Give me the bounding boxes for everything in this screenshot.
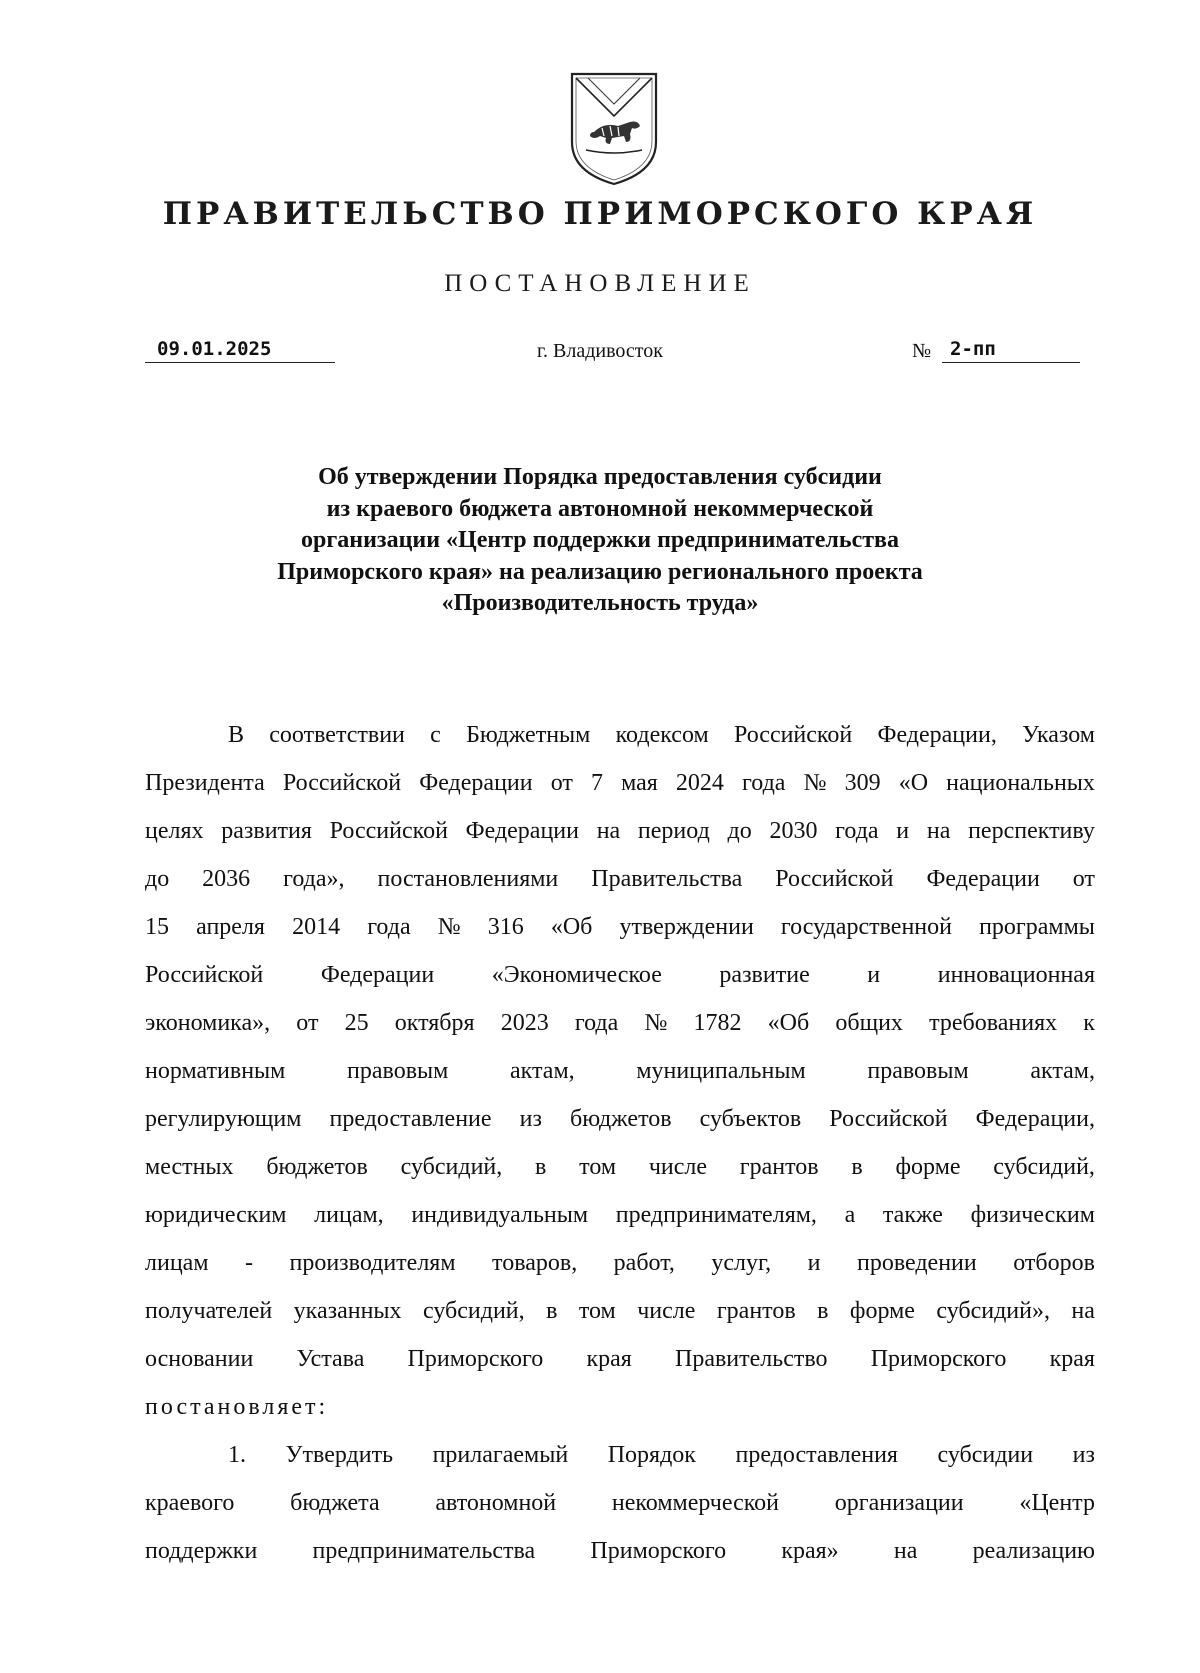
body-word: 309 [844, 770, 881, 796]
body-word: Устава [296, 1346, 365, 1372]
body-word: в [535, 1154, 547, 1180]
body-word: Федерации, [877, 722, 997, 748]
body-word: государственной [780, 914, 952, 940]
body-line [145, 960, 1095, 1008]
body-word: из [519, 1106, 542, 1132]
body-word: соответствии [269, 722, 405, 748]
body-word: числе [648, 1154, 708, 1180]
body-word: Правительство [674, 1346, 828, 1372]
body-word: отборов [1013, 1250, 1095, 1276]
body-word: субсидий, [423, 1298, 525, 1324]
body-word: от [296, 1010, 319, 1036]
body-word: регулирующим [145, 1106, 302, 1132]
body-word: предоставление [329, 1106, 492, 1132]
body-line [145, 1344, 1095, 1392]
body-word: 1. [228, 1442, 246, 1468]
body-word: 25 [344, 1010, 369, 1036]
body-word: муниципальным [636, 1058, 806, 1084]
body-word: субсидий, [993, 1154, 1095, 1180]
body-word: актам, [1030, 1058, 1095, 1084]
body-word: а [844, 1202, 856, 1228]
body-word: в [546, 1298, 558, 1324]
body-word: Правительства [591, 866, 743, 892]
body-word: период [637, 818, 710, 844]
body-line [145, 1248, 1095, 1296]
body-word: физическим [970, 1202, 1095, 1228]
subject-line: «Производительность труда» [441, 590, 759, 616]
body-word: октября [394, 1010, 475, 1036]
body-line [145, 1200, 1095, 1248]
body-word: том [578, 1298, 616, 1324]
body-word: экономика», [145, 1010, 271, 1036]
body-word: лицам [145, 1250, 209, 1276]
body-word: от [1072, 866, 1095, 892]
body-line-resolves: постановляет: [145, 1394, 329, 1420]
body-line [145, 1152, 1095, 1200]
body-word: к [1083, 1010, 1095, 1036]
body-word: на [926, 818, 951, 844]
body-word: актам, [510, 1058, 575, 1084]
body-word: края» [781, 1538, 839, 1564]
body-word: правовым [867, 1058, 969, 1084]
body-line [145, 816, 1095, 864]
body-word: Приморского [590, 1538, 727, 1564]
body-word: 2024 [675, 770, 724, 796]
body-word: Российской [329, 818, 448, 844]
body-word: и [807, 1250, 821, 1276]
body-word: края [1049, 1346, 1095, 1372]
body-word: Бюджетным [466, 722, 591, 748]
body-word: автономной [435, 1490, 557, 1516]
body-word: программы [979, 914, 1095, 940]
body-word: инновационная [937, 962, 1095, 988]
body-word: «Центр [1019, 1490, 1095, 1516]
body-word: производителям [289, 1250, 456, 1276]
document-type: ПОСТАНОВЛЕНИЕ [444, 270, 756, 297]
body-word: бюджетов [266, 1154, 368, 1180]
body-word: числе [637, 1298, 696, 1324]
body-word: Федерации [419, 770, 533, 796]
body-word: развития [221, 818, 312, 844]
body-word: проведении [856, 1250, 977, 1276]
body-line [145, 768, 1095, 816]
body-word: утверждении [619, 914, 754, 940]
body-word: № [437, 914, 461, 940]
document-number-block [912, 338, 1080, 368]
body-word: субсидий», [936, 1298, 1050, 1324]
body-word: от [550, 770, 573, 796]
document-body [145, 720, 1095, 1584]
body-line [145, 1296, 1095, 1344]
body-word: Российской [829, 1106, 948, 1132]
body-word: Российской [282, 770, 402, 796]
body-word: «Об [767, 1010, 810, 1036]
body-word: также [882, 1202, 943, 1228]
body-word: года [835, 818, 879, 844]
body-word: субъектов [699, 1106, 802, 1132]
body-word: до [727, 818, 752, 844]
body-word: форме [895, 1154, 961, 1180]
body-word: Федерации [320, 962, 435, 988]
body-word: «О [898, 770, 929, 796]
body-word: национальных [946, 770, 1095, 796]
body-word: года», [283, 866, 345, 892]
body-line [145, 720, 1095, 768]
body-word: работ, [613, 1250, 675, 1276]
document-date: 09.01.2025 [145, 338, 335, 363]
body-word: Указом [1022, 722, 1095, 748]
body-word: из [1072, 1442, 1095, 1468]
body-word: Федерации [465, 818, 579, 844]
body-word: общих [835, 1010, 903, 1036]
body-word: том [579, 1154, 617, 1180]
body-word: предпринимателям, [615, 1202, 817, 1228]
body-word: Федерации, [975, 1106, 1095, 1132]
body-word: прилагаемый [432, 1442, 569, 1468]
body-word: 316 [487, 914, 524, 940]
body-word: 2030 [769, 818, 818, 844]
body-word: требованиях [929, 1010, 1058, 1036]
body-word: юридическим [145, 1202, 287, 1228]
body-word: Приморского [407, 1346, 544, 1372]
body-word: товаров, [492, 1250, 578, 1276]
body-word: и [896, 818, 910, 844]
body-word: форме [849, 1298, 915, 1324]
body-word: года [742, 770, 786, 796]
body-word: № [644, 1010, 668, 1036]
number-sign: № [912, 340, 932, 362]
body-word: указанных [293, 1298, 402, 1324]
body-word: года [367, 914, 411, 940]
body-word: предоставления [735, 1442, 898, 1468]
body-word: 2023 [500, 1010, 549, 1036]
subject-line: Об утверждении Порядка предоставления субсидии [318, 464, 882, 490]
body-word: получателей [145, 1298, 273, 1324]
body-word: Порядок [607, 1442, 696, 1468]
body-word: реализацию [972, 1538, 1095, 1564]
coat-of-arms-emblem [566, 70, 662, 188]
body-word: лицам, [314, 1202, 384, 1228]
body-word: 2036 [202, 866, 251, 892]
body-word: мая [621, 770, 658, 796]
body-word: индивидуальным [411, 1202, 589, 1228]
body-word: бюджета [290, 1490, 380, 1516]
body-word: местных [145, 1154, 234, 1180]
body-word: услуг, [711, 1250, 772, 1276]
body-word: 7 [590, 770, 603, 796]
body-word: и [867, 962, 881, 988]
body-word: на [596, 818, 621, 844]
body-word: Российской [775, 866, 894, 892]
body-word: Приморского [870, 1346, 1007, 1372]
body-word: «Об [550, 914, 593, 940]
body-word: на [1071, 1298, 1095, 1324]
body-word: в [817, 1298, 829, 1324]
body-word: субсидии [937, 1442, 1034, 1468]
body-word: В [228, 722, 245, 748]
body-word: кодексом [615, 722, 709, 748]
body-line [145, 1104, 1095, 1152]
document-city: г. Владивосток [537, 340, 663, 362]
body-word: до [145, 866, 170, 892]
body-word: основании [145, 1346, 254, 1372]
subject-line: организации «Центр поддержки предпринимательства [301, 527, 899, 553]
body-word: организации [834, 1490, 964, 1516]
body-word: правовым [347, 1058, 449, 1084]
document-number: 2-пп [942, 338, 1080, 363]
body-word: предпринимательства [312, 1538, 536, 1564]
body-line [145, 864, 1095, 912]
body-word: поддержки [145, 1538, 258, 1564]
body-word: грантов [739, 1154, 819, 1180]
body-line [145, 1536, 1095, 1584]
body-word: нормативным [145, 1058, 286, 1084]
body-word: «Экономическое [491, 962, 662, 988]
body-word: 2014 [292, 914, 341, 940]
body-word: некоммерческой [611, 1490, 780, 1516]
subject-line: из краевого бюджета автономной некоммерческой [326, 495, 874, 522]
body-line [145, 1440, 1095, 1488]
body-word: бюджетов [570, 1106, 672, 1132]
body-line [145, 912, 1095, 960]
body-word: субсидий, [400, 1154, 503, 1180]
body-word: целях [145, 818, 204, 844]
body-line [145, 1056, 1095, 1104]
body-word: постановлениями [377, 866, 559, 892]
document-subject [0, 462, 1200, 620]
body-word: 1782 [693, 1010, 742, 1036]
body-word: на [893, 1538, 918, 1564]
body-word: края [586, 1346, 632, 1372]
body-word: года [574, 1010, 619, 1036]
body-word: с [430, 722, 441, 748]
body-word: перспективу [968, 818, 1095, 844]
organization-title: ПРАВИТЕЛЬСТВО ПРИМОРСКОГО КРАЯ [162, 196, 1038, 232]
body-word: 15 [145, 914, 169, 940]
subject-line: Приморского края» на реализацию регионального проекта [277, 558, 923, 585]
body-word: краевого [145, 1490, 235, 1516]
body-word: Президента [145, 770, 265, 796]
body-word: развитие [719, 962, 810, 988]
body-line [145, 1008, 1095, 1056]
body-word: Российской [145, 962, 264, 988]
body-word: Утвердить [285, 1442, 394, 1468]
body-word: апреля [196, 914, 265, 940]
body-line [145, 1488, 1095, 1536]
body-word: - [245, 1250, 253, 1276]
body-word: в [851, 1154, 863, 1180]
body-word: Российской [733, 722, 853, 748]
body-word: Федерации [926, 866, 1040, 892]
body-word: грантов [716, 1298, 796, 1324]
body-word: № [803, 770, 827, 796]
